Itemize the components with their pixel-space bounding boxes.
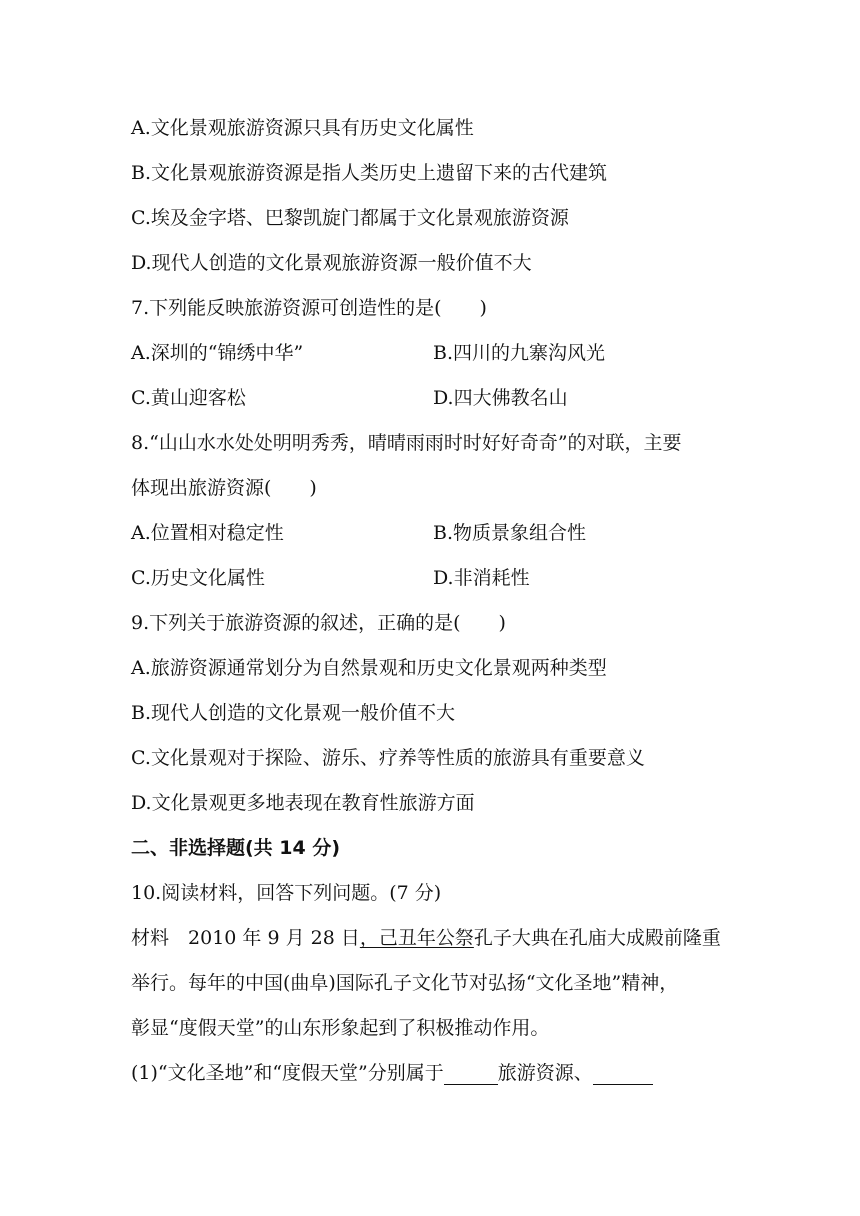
q10-material-line2: 举行。每年的中国(曲阜)国际孔子文化节对弘扬“文化圣地”精神， — [131, 972, 679, 994]
material-label: 材料 — [131, 927, 189, 949]
q10-subquestion-1 — [131, 1061, 653, 1085]
q9-option-d: D.文化景观更多地表现在教育性旅游方面 — [131, 792, 475, 814]
q6-option-d: D.现代人创造的文化景观旅游资源一般价值不大 — [131, 252, 532, 274]
q8-option-a: A.位置相对稳定性 — [131, 522, 284, 544]
q8-stem-line1: 8.“山山水水处处明明秀秀，晴晴雨雨时时好好奇奇”的对联，主要 — [131, 432, 682, 454]
q9-option-a: A.旅游资源通常划分为自然景观和历史文化景观两种类型 — [131, 657, 607, 679]
q10-material-line1 — [131, 926, 721, 950]
q9-option-b: B.现代人创造的文化景观一般价值不大 — [131, 702, 456, 724]
q9-option-c: C.文化景观对于探险、游乐、疗养等性质的旅游具有重要意义 — [131, 747, 645, 769]
sub1-mid: 旅游资源、 — [497, 1062, 593, 1084]
q10-stem: 10.阅读材料，回答下列问题。(7 分) — [131, 882, 442, 904]
q7-stem: 7.下列能反映旅游资源可创造性的是( ) — [131, 297, 487, 319]
material-date: 2010 年 9 月 28 日 — [188, 927, 360, 949]
q8-option-c: C.历史文化属性 — [131, 567, 265, 589]
q8-option-d: D.非消耗性 — [433, 567, 530, 589]
sub1-text: (1)“文化圣地”和“度假天堂”分别属于 — [131, 1062, 444, 1084]
answer-blank-2[interactable] — [593, 1064, 653, 1085]
q8-option-b: B.物质景象组合性 — [433, 522, 587, 544]
q6-option-a: A.文化景观旅游资源只具有历史文化属性 — [131, 117, 474, 139]
q7-option-c: C.黄山迎客松 — [131, 387, 246, 409]
answer-blank-1[interactable] — [444, 1064, 498, 1085]
q10-material-line3: 彰显“度假天堂”的山东形象起到了积极推动作用。 — [131, 1017, 550, 1039]
q6-option-b: B.文化景观旅游资源是指人类历史上遗留下来的古代建筑 — [131, 162, 608, 184]
material-underlined-text: ，己丑年公祭 — [359, 927, 474, 949]
q6-option-c: C.埃及金字塔、巴黎凯旋门都属于文化景观旅游资源 — [131, 207, 569, 229]
q7-option-a: A.深圳的“锦绣中华” — [131, 342, 304, 364]
q7-option-d: D.四大佛教名山 — [433, 387, 568, 409]
section-heading: 二、非选择题(共 14 分) — [131, 837, 341, 859]
q8-stem-line2: 体现出旅游资源( ) — [131, 477, 317, 499]
q9-stem: 9.下列关于旅游资源的叙述，正确的是( ) — [131, 612, 506, 634]
material-rest: 孔子大典在孔庙大成殿前隆重 — [473, 927, 721, 949]
q7-option-b: B.四川的九寨沟风光 — [433, 342, 606, 364]
